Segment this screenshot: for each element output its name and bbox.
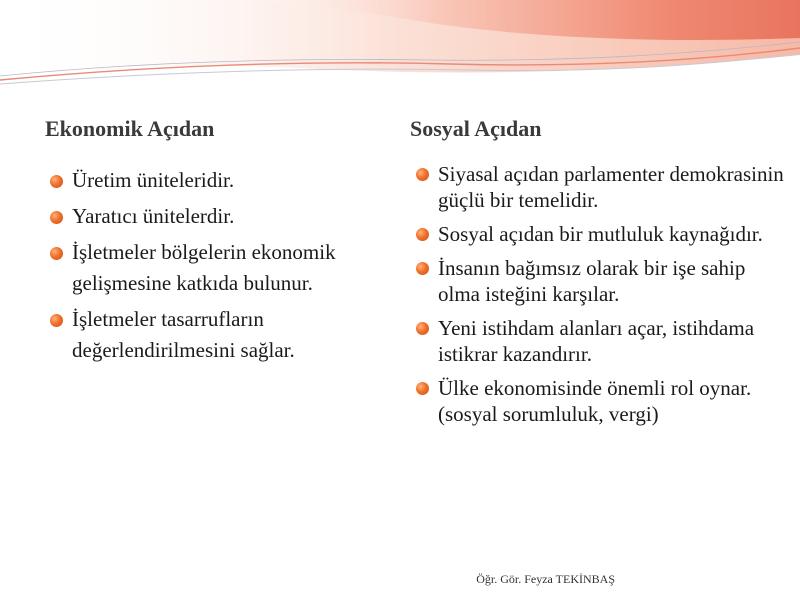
decorative-wave-banner — [0, 0, 800, 95]
bullet-icon — [416, 322, 429, 335]
bullet-icon — [50, 247, 63, 260]
list-item — [414, 255, 784, 307]
list-item — [414, 221, 784, 247]
list-item-text: Üretim üniteleridir. — [72, 168, 235, 192]
list-item-text: Siyasal açıdan parlamenter demokrasinin güçlü bir temelidir. — [438, 162, 784, 212]
right-column-heading: Sosyal Açıdan — [410, 116, 542, 141]
list-item — [48, 237, 393, 299]
bullet-icon — [416, 382, 429, 395]
footer-author: Öğr. Gör. Feyza TEKİNBAŞ — [476, 572, 615, 586]
list-item-text: Yeni istihdam alanları açar, istihdama istikrar kazandırır. — [438, 316, 755, 366]
left-column-heading: Ekonomik Açıdan — [45, 116, 215, 141]
list-item-text: İşletmeler tasarrufların değerlendirilmesini sağlar. — [72, 307, 295, 362]
left-bullet-list — [48, 165, 393, 371]
list-item — [48, 304, 393, 366]
bullet-icon — [50, 175, 63, 188]
list-item — [414, 161, 784, 213]
list-item — [48, 165, 393, 196]
bullet-icon — [416, 168, 429, 181]
list-item-text: Ülke ekonomisinde önemli rol oynar. (sosyal sorumluluk, vergi) — [438, 376, 752, 426]
list-item — [414, 375, 784, 427]
list-item-text: İşletmeler bölgelerin ekonomik gelişmesine katkıda bulunur. — [72, 240, 336, 295]
bullet-icon — [416, 228, 429, 241]
right-bullet-list — [414, 161, 784, 435]
bullet-icon — [50, 314, 63, 327]
list-item — [48, 201, 393, 232]
list-item — [414, 315, 784, 367]
list-item-text: Yaratıcı ünitelerdir. — [72, 204, 235, 228]
list-item-text: Sosyal açıdan bir mutluluk kaynağıdır. — [438, 222, 763, 246]
bullet-icon — [50, 211, 63, 224]
list-item-text: İnsanın bağımsız olarak bir işe sahip olma isteğini karşılar. — [438, 256, 746, 306]
bullet-icon — [416, 262, 429, 275]
